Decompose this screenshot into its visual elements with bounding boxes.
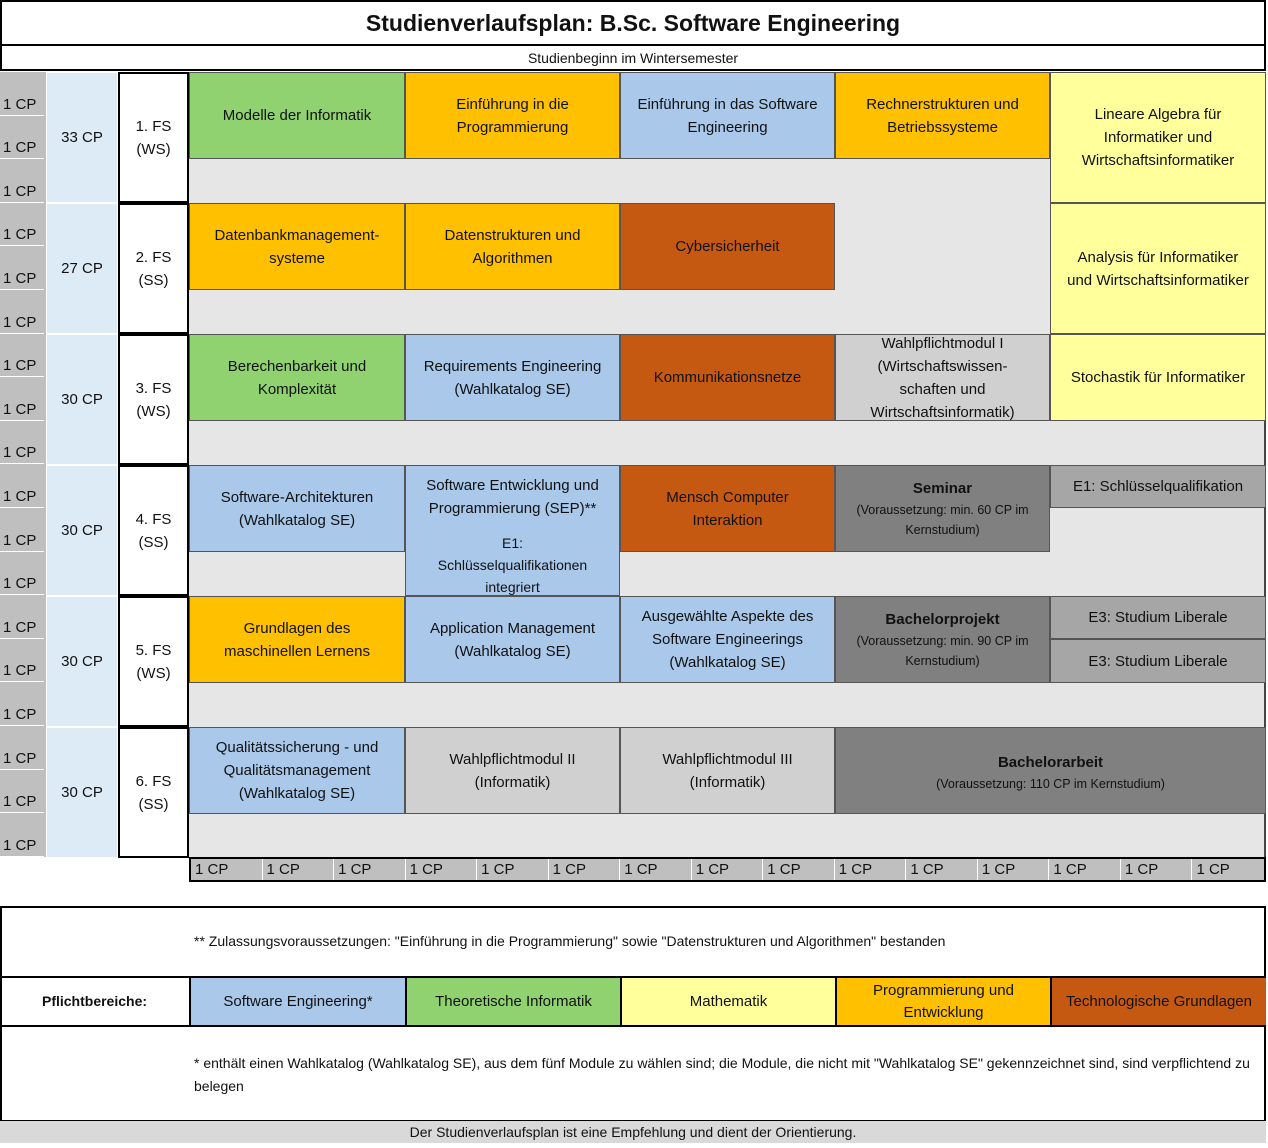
semester-label xyxy=(118,72,189,203)
cp-cell: 1 CP xyxy=(406,859,478,880)
module-seminar-title: Seminar xyxy=(912,480,973,497)
cp-cell: 1 CP xyxy=(835,859,907,880)
semester-label xyxy=(118,465,189,596)
module-e3-studium-liberale-2: E3: Studium Liberale xyxy=(1050,639,1266,683)
semester-cp-total: 30 CP xyxy=(46,727,118,858)
module-maschinelles-lernen: Grundlagen des maschinellen Lernens xyxy=(189,596,405,683)
cp-cell: 1 CP xyxy=(0,552,44,596)
semester-label xyxy=(118,334,189,465)
legend-item: Technologische Grundlagen xyxy=(1050,978,1266,1025)
semester-cp-total: 30 CP xyxy=(46,596,118,727)
module-einfuehrung-software-engineering: Einführung in das Software Engineering xyxy=(620,72,835,159)
module-bachelorprojekt xyxy=(835,596,1050,683)
module-datenstrukturen-algorithmen: Datenstrukturen und Algorithmen xyxy=(405,203,620,290)
module-sep xyxy=(405,465,620,596)
module-seminar-note: (Voraussetzung: min. 60 CP im Kernstudium) xyxy=(856,503,1029,537)
module-wahlpflichtmodul-3: Wahlpflichtmodul III (Informatik) xyxy=(620,727,835,814)
cp-cell: 1 CP xyxy=(263,859,335,880)
module-e3-studium-liberale-1: E3: Studium Liberale xyxy=(1050,596,1266,639)
cp-cell: 1 CP xyxy=(0,203,44,247)
semester-term: (SS) xyxy=(138,533,169,551)
cp-cell: 1 CP xyxy=(0,116,44,160)
cp-cell: 1 CP xyxy=(334,859,406,880)
cp-cell: 1 CP xyxy=(0,290,44,334)
semester-number: 1. FS xyxy=(135,117,172,135)
module-einfuehrung-programmierung: Einführung in die Programmierung xyxy=(405,72,620,159)
cp-cell: 1 CP xyxy=(0,464,44,508)
cp-row xyxy=(189,857,1266,882)
semester-cp-total: 30 CP xyxy=(46,334,118,465)
semester-number: 5. FS xyxy=(135,641,172,659)
cp-cell: 1 CP xyxy=(1049,859,1121,880)
module-kommunikationsnetze: Kommunikationsnetze xyxy=(620,334,835,421)
semester-term: (WS) xyxy=(136,140,171,158)
cp-cell: 1 CP xyxy=(0,770,44,814)
cp-cell: 1 CP xyxy=(1196,861,1230,878)
semester-number: 3. FS xyxy=(135,379,172,397)
legend-item: Programmierung und Entwicklung xyxy=(835,978,1050,1025)
cp-cell: 1 CP xyxy=(477,859,549,880)
semester-term: (WS) xyxy=(136,402,171,420)
legend-item: Theoretische Informatik xyxy=(405,978,620,1025)
module-e1-schluesselqualifikation: E1: Schlüsselqualifikation xyxy=(1050,465,1266,508)
cp-cell: 1 CP xyxy=(0,159,44,203)
cp-cell: 1 CP xyxy=(978,859,1050,880)
module-qualitaetssicherung: Qualitätssicherung - und Qualitätsmanagement (Wahlkatalog SE) xyxy=(189,727,405,814)
cp-cell: 1 CP xyxy=(191,859,263,880)
module-cybersicherheit: Cybersicherheit xyxy=(620,203,835,290)
semester-term: (WS) xyxy=(136,664,171,682)
semester-term: (SS) xyxy=(138,271,169,289)
cp-cell: 1 CP xyxy=(0,726,44,770)
footer-note: Der Studienverlaufsplan ist eine Empfehlung und dient der Orientierung. xyxy=(0,1121,1266,1143)
cp-cell: 1 CP xyxy=(0,246,44,290)
module-software-architekturen: Software-Architekturen (Wahlkatalog SE) xyxy=(189,465,405,552)
module-rechnerstrukturen: Rechnerstrukturen und Betriebssysteme xyxy=(835,72,1050,159)
module-mensch-computer-interaktion: Mensch Computer Interaktion xyxy=(620,465,835,552)
cp-cell: 1 CP xyxy=(0,813,44,857)
subtitle: Studienbeginn im Wintersemester xyxy=(527,50,739,66)
module-bachelorarbeit-title: Bachelorarbeit xyxy=(997,754,1104,771)
cp-cell: 1 CP xyxy=(0,421,44,465)
module-bachelorarbeit-note: (Voraussetzung: 110 CP im Kernstudium) xyxy=(936,777,1165,791)
cp-column xyxy=(0,72,46,857)
legend-label: Pflichtbereiche: xyxy=(41,993,148,1009)
page-title: Studienverlaufsplan: B.Sc. Software Engineering xyxy=(365,9,901,36)
semester-cp-total: 33 CP xyxy=(46,72,118,203)
cp-cell: 1 CP xyxy=(0,639,44,683)
module-wahlpflichtmodul-2: Wahlpflichtmodul II (Informatik) xyxy=(405,727,620,814)
semester-cp-total: 30 CP xyxy=(46,465,118,596)
module-berechenbarkeit: Berechenbarkeit und Komplexität xyxy=(189,334,405,421)
module-datenbankmanagementsysteme: Datenbankmanagement-systeme xyxy=(189,203,405,290)
cp-cell: 1 CP xyxy=(0,508,44,552)
semester-label xyxy=(118,727,189,858)
semester-number: 6. FS xyxy=(135,772,172,790)
module-sep-title: Software Entwicklung und Programmierung (SEP)** xyxy=(426,477,599,517)
legend-divider-bottom xyxy=(0,1025,1266,1027)
semester-cp-total: 27 CP xyxy=(46,203,118,334)
cp-cell: 1 CP xyxy=(0,72,44,116)
semester-number: 2. FS xyxy=(135,248,172,266)
module-stochastik: Stochastik für Informatiker xyxy=(1050,334,1266,421)
module-modelle-der-informatik: Modelle der Informatik xyxy=(189,72,405,159)
semester-term: (SS) xyxy=(138,795,169,813)
module-bachelorarbeit xyxy=(835,727,1266,814)
cp-cell: 1 CP xyxy=(0,595,44,639)
cp-cell: 1 CP xyxy=(906,859,978,880)
cp-cell: 1 CP xyxy=(0,334,44,378)
cp-cell: 1 CP xyxy=(0,377,44,421)
cp-cell: 1 CP xyxy=(0,682,44,726)
admission-note: ** Zulassungsvoraussetzungen: "Einführung in die Programmierung" sowie "Datenstrukturen und Algorithmen" bestanden xyxy=(194,933,946,949)
semester-label xyxy=(118,596,189,727)
cp-cell: 1 CP xyxy=(692,859,764,880)
cp-cell: 1 CP xyxy=(1121,859,1193,880)
module-sep-note: E1: Schlüsselqualifikationen integriert xyxy=(437,535,588,595)
semester-label xyxy=(118,203,189,334)
legend-item: Mathematik xyxy=(620,978,835,1025)
module-seminar xyxy=(835,465,1050,552)
cp-cell: 1 CP xyxy=(620,859,692,880)
wahlkatalog-note: * enthält einen Wahlkatalog (Wahlkatalog SE), aus dem fünf Module zu wählen sind; die Module, die nicht mit "Wahlkatalog SE" gekennzeichnet sind, sind verpflichtend zu belegen xyxy=(194,1055,1250,1094)
module-lineare-algebra: Lineare Algebra für Informatiker und Wirtschaftsinformatiker xyxy=(1050,72,1266,203)
module-bachelorprojekt-note: (Voraussetzung: min. 90 CP im Kernstudium) xyxy=(856,634,1029,668)
module-analysis: Analysis für Informatiker und Wirtschaftsinformatiker xyxy=(1050,203,1266,334)
cp-cell: 1 CP xyxy=(763,859,835,880)
legend-item: Software Engineering* xyxy=(189,978,405,1025)
module-wahlpflichtmodul-1: Wahlpflichtmodul I (Wirtschaftswissen-schaften und Wirtschaftsinformatik) xyxy=(835,334,1050,421)
module-bachelorprojekt-title: Bachelorprojekt xyxy=(885,611,1000,628)
semester-number: 4. FS xyxy=(135,510,172,528)
module-application-management: Application Management (Wahlkatalog SE) xyxy=(405,596,620,683)
module-requirements-engineering: Requirements Engineering (Wahlkatalog SE) xyxy=(405,334,620,421)
module-ausgewaehlte-aspekte: Ausgewählte Aspekte des Software Engineerings (Wahlkatalog SE) xyxy=(620,596,835,683)
cp-cell: 1 CP xyxy=(549,859,621,880)
